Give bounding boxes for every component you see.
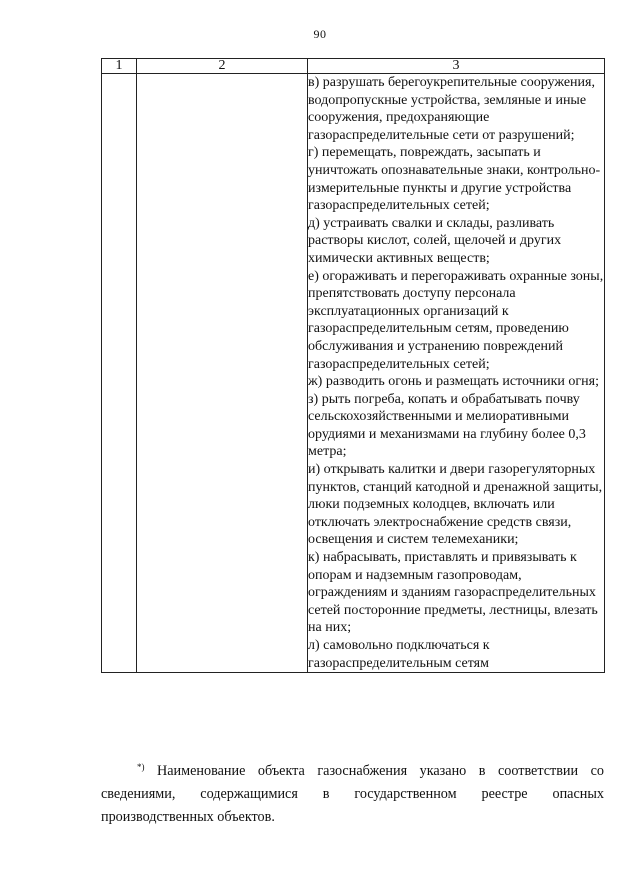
list-item-v: в) разрушать берегоукрепительные сооружения, водопропускные устройства, земляные и иные сооружения, предохраняющие газораспределительные сети от разрушений; — [308, 75, 595, 143]
footnote-text: Наименование объекта газоснабжения указано в соответствии со сведениями, содержащимися в государственном реестре опасных производственных объектов. — [101, 763, 604, 825]
column-header-2: 2 — [137, 59, 308, 74]
list-item-i: и) открывать калитки и двери газорегуляторных пунктов, станций катодной и дренажной защиты, люки подземных колодцев, включать или отключать электроснабжение средств связи, освещения и систем телемеханики; — [308, 462, 603, 548]
list-item-zh: ж) разводить огонь и размещать источники огня; — [308, 374, 599, 390]
column-3-cell — [308, 74, 605, 673]
footnote-marker: *) — [137, 762, 145, 772]
column-header-3: 3 — [308, 59, 605, 74]
prohibitions-table — [101, 58, 605, 673]
list-item-z: з) рыть погреба, копать и обрабатывать почву сельскохозяйственными и мелиоративными орудиями и механизмами на глубину более 0,3 метра; — [308, 391, 586, 460]
table-row — [102, 74, 605, 673]
table-header-row — [102, 59, 605, 74]
list-item-l: л) самовольно подключаться к газораспределительным сетям — [308, 638, 490, 671]
footnote — [101, 760, 604, 829]
list-item-d: д) устраивать свалки и склады, разливать растворы кислот, солей, щелочей и других химически активных веществ; — [308, 215, 562, 266]
column-2-cell — [137, 74, 308, 673]
list-item-k: к) набрасывать, приставлять и привязывать к опорам и надземным газопроводам, ограждениям и зданиям газораспределительных сетей посторонние предметы, лестницы, влезать на них; — [308, 550, 598, 636]
list-item-g: г) перемещать, повреждать, засыпать и уничтожать опознавательные знаки, контрольно-измерительные пункты и другие устройства газораспределительных сетей; — [308, 145, 601, 214]
column-1-cell — [102, 74, 137, 673]
page-number: 90 — [313, 27, 327, 41]
column-header-1: 1 — [102, 59, 137, 74]
list-item-e: е) огораживать и перегораживать охранные зоны, препятствовать доступу персонала эксплуатационных организаций к газораспределительным сетям, проведению обслуживания и устранению повреждений газораспределительных сетей; — [308, 268, 604, 372]
